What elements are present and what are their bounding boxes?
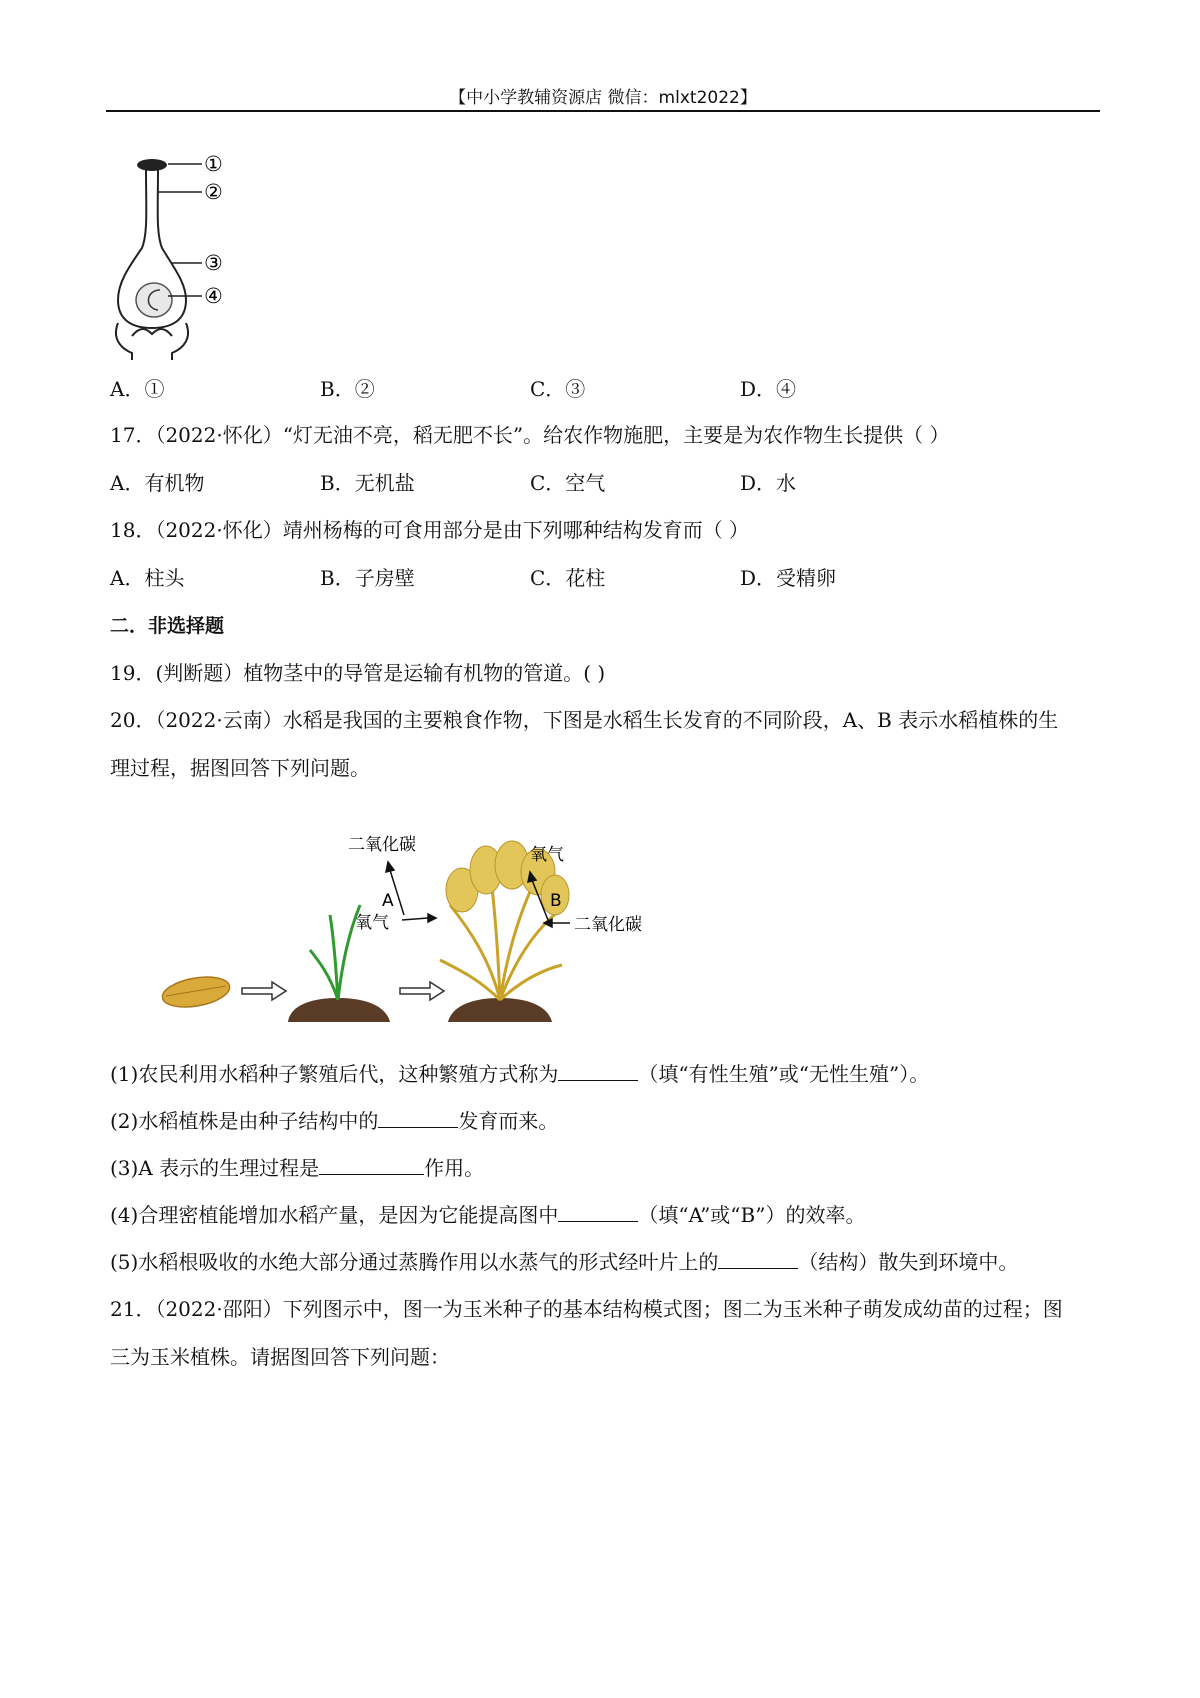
q16-option-c: C．③ bbox=[530, 377, 586, 401]
q20-blank-5[interactable] bbox=[718, 1248, 798, 1269]
q20-sub-5-pre: (5)水稻根吸收的水绝大部分通过蒸腾作用以水蒸气的形式经叶片上的 bbox=[110, 1250, 719, 1274]
q20-blank-1[interactable] bbox=[558, 1060, 638, 1081]
q20-sub-4 bbox=[110, 1201, 865, 1229]
q18-option-c: C．花柱 bbox=[530, 566, 606, 590]
q20-sub-5 bbox=[110, 1248, 1018, 1276]
q20-sub-1-post: （填“有性生殖”或“无性生殖”）。 bbox=[638, 1062, 930, 1086]
q20-stem-line1: 20．（2022·云南）水稻是我国的主要粮食作物，下图是水稻生长发育的不同阶段，A、B 表示水稻植株的生 bbox=[110, 708, 1059, 732]
q20-sub-4-pre: (4)合理密植能增加水稻产量，是因为它能提高图中 bbox=[110, 1203, 559, 1227]
arrow-o2-in-left bbox=[402, 918, 428, 920]
q16-option-d: D．④ bbox=[740, 377, 797, 401]
q20-sub-3-post: 作用。 bbox=[424, 1156, 485, 1180]
q20-sub-1 bbox=[110, 1060, 929, 1088]
q20-blank-4[interactable] bbox=[558, 1201, 638, 1222]
q18-stem: 18．（2022·怀化）靖州杨梅的可食用部分是由下列哪种结构发育而（ ） bbox=[110, 518, 750, 542]
label-o2-left: 氧气 bbox=[355, 913, 389, 933]
arrow-2-shape bbox=[400, 982, 444, 1000]
q16-option-b: B．② bbox=[320, 377, 375, 401]
q17-option-c: C．空气 bbox=[530, 471, 606, 495]
q20-sub-3-pre: (3)A 表示的生理过程是 bbox=[110, 1156, 320, 1180]
q20-sub-2-pre: (2)水稻植株是由种子结构中的 bbox=[110, 1109, 379, 1133]
pistil-label-1: ① bbox=[204, 152, 223, 176]
seedling-shape bbox=[310, 905, 360, 1000]
pistil-label-4: ④ bbox=[204, 284, 223, 308]
pistil-label-2: ② bbox=[204, 180, 223, 204]
q17-stem: 17．（2022·怀化）“灯无油不亮，稻无肥不长”。给农作物施肥，主要是为农作物生长提供（ ） bbox=[110, 423, 950, 447]
q19-stem: 19．(判断题）植物茎中的导管是运输有机物的管道。( ) bbox=[110, 661, 606, 685]
label-a: A bbox=[382, 891, 394, 911]
rice-seed-shape bbox=[160, 972, 232, 1011]
q20-sub-3 bbox=[110, 1154, 484, 1182]
arrow-1-shape bbox=[242, 982, 286, 1000]
rice-growth-diagram bbox=[150, 810, 710, 1030]
pistil-label-3: ③ bbox=[204, 251, 223, 275]
q17-option-a: A．有机物 bbox=[110, 471, 205, 495]
q16-option-a: A．① bbox=[110, 377, 165, 401]
q21-stem-line2: 三为玉米植株。请据图回答下列问题： bbox=[110, 1345, 450, 1369]
q17-option-b: B．无机盐 bbox=[320, 471, 415, 495]
q18-option-a: A．柱头 bbox=[110, 566, 185, 590]
label-o2-right: 氧气 bbox=[530, 845, 564, 865]
page-header: 【中小学教辅资源店 微信：mlxt2022】 bbox=[449, 88, 757, 108]
label-co2-top: 二氧化碳 bbox=[348, 835, 416, 855]
pistil-diagram bbox=[112, 148, 242, 360]
rice-soil-shape bbox=[448, 998, 552, 1022]
label-b: B bbox=[550, 891, 562, 911]
stigma-shape bbox=[137, 159, 167, 171]
q18-option-b: B．子房壁 bbox=[320, 566, 415, 590]
q20-sub-2-post: 发育而来。 bbox=[458, 1109, 559, 1133]
q20-blank-2[interactable] bbox=[378, 1107, 458, 1128]
label-co2-right: 二氧化碳 bbox=[574, 915, 642, 935]
seedling-soil-shape bbox=[288, 998, 390, 1022]
q20-sub-4-post: （填“A”或“B”）的效率。 bbox=[638, 1203, 866, 1227]
q20-stem-line2: 理过程，据图回答下列问题。 bbox=[110, 756, 370, 780]
ovule-shape bbox=[136, 283, 172, 317]
q21-stem-line1: 21．（2022·邵阳）下列图示中，图一为玉米种子的基本结构模式图；图二为玉米种子萌发成幼苗的过程；图 bbox=[110, 1297, 1063, 1321]
q18-option-d: D．受精卵 bbox=[740, 566, 837, 590]
section-title: 二．非选择题 bbox=[110, 615, 225, 637]
q20-sub-1-pre: (1)农民利用水稻种子繁殖后代，这种繁殖方式称为 bbox=[110, 1062, 559, 1086]
q20-blank-3[interactable] bbox=[319, 1154, 424, 1175]
header-rule bbox=[106, 110, 1100, 112]
q20-sub-2 bbox=[110, 1107, 558, 1135]
q17-option-d: D．水 bbox=[740, 471, 797, 495]
q20-sub-5-post: （结构）散失到环境中。 bbox=[798, 1250, 1019, 1274]
